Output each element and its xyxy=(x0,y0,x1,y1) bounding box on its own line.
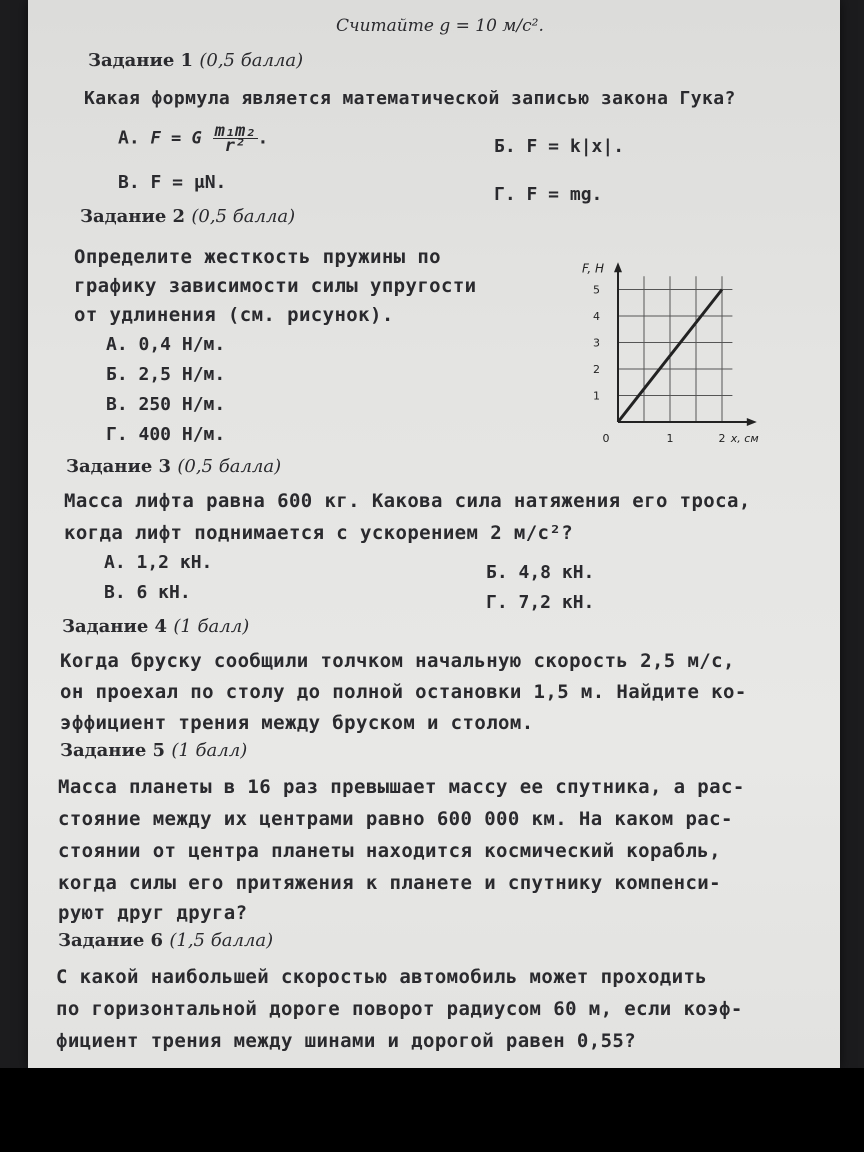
task-2-option-g: Г. 400 Н/м. xyxy=(106,424,226,445)
task-6-line-2: по горизонтальной дороге поворот радиусом 60 м, если коэф- xyxy=(56,998,743,1020)
task-3-option-b: Б. 4,8 кН. xyxy=(486,562,595,583)
y-axis-arrow xyxy=(614,262,622,272)
y-tick-label: 4 xyxy=(593,310,600,323)
task-6-line-1: С какой наибольшей скоростью автомобиль может проходить xyxy=(56,966,708,988)
task-1-question: Какая формула является математической записью закона Гука? xyxy=(84,88,736,109)
task-5-line-3: стоянии от центра планеты находится космический корабль, xyxy=(58,840,721,862)
screen-bottom-bar xyxy=(0,1068,864,1152)
task-4-line-1: Когда бруску сообщили толчком начальную скорость 2,5 м/с, xyxy=(60,650,735,672)
task-5-line-2: стояние между их центрами равно 600 000 км. На каком рас- xyxy=(58,808,733,830)
task-3-line-2: когда лифт поднимается с ускорением 2 м/с²? xyxy=(64,522,574,544)
task-4-line-2: он проехал по столу до полной остановки 1,5 м. Найдите ко- xyxy=(60,681,747,703)
task-5-line-5: руют друг друга? xyxy=(58,902,248,924)
task-4-heading: Задание 4 (1 балл) xyxy=(62,616,250,637)
task-2-option-a: А. 0,4 Н/м. xyxy=(106,334,226,355)
header-note: Считайте g = 10 м/с². xyxy=(336,16,544,36)
y-tick-label: 2 xyxy=(593,363,600,376)
x-axis-arrow xyxy=(747,418,757,426)
task-5-heading: Задание 5 (1 балл) xyxy=(60,740,248,761)
x-axis-label: x, см xyxy=(730,432,759,445)
task-3-option-g: Г. 7,2 кН. xyxy=(486,592,595,613)
force-extension-chart xyxy=(558,250,818,460)
y-tick-label: 5 xyxy=(593,283,600,297)
task-1-option-a: А. F = G $\frac{\text{m₁m₂}}{\text{r²}}$ . xyxy=(118,121,269,156)
task-3-option-a: А. 1,2 кН. xyxy=(104,552,213,573)
task-4-line-3: эффициент трения между бруском и столом. xyxy=(60,712,534,734)
x-tick-label: 2 xyxy=(718,432,726,445)
task-2-line-3: от удлинения (см. рисунок). xyxy=(74,304,394,326)
task-2-line-1: Определите жесткость пружины по xyxy=(74,246,442,268)
y-axis-label: F, Н xyxy=(582,261,605,276)
task-6-line-3: фициент трения между шинами и дорогой равен 0,55? xyxy=(56,1030,637,1052)
x-tick-label: 1 xyxy=(666,432,674,445)
y-tick-label: 1 xyxy=(593,389,600,403)
task-1-option-b: Б. F = k|x|. xyxy=(494,136,625,157)
task-3-option-v: В. 6 кН. xyxy=(104,582,191,603)
task-1-heading: Задание 1 (0,5 балла) xyxy=(88,50,304,71)
task-2-heading: Задание 2 (0,5 балла) xyxy=(80,206,296,227)
task-2-option-b: Б. 2,5 Н/м. xyxy=(106,364,226,385)
task-3-line-1: Масса лифта равна 600 кг. Какова сила натяжения его троса, xyxy=(64,490,751,512)
task-5-line-4: когда силы его притяжения к планете и спутнику компенси- xyxy=(58,872,721,894)
task-1-option-g: Г. F = mg. xyxy=(494,184,603,205)
task-2-line-2: графику зависимости силы упругости xyxy=(74,275,477,297)
task-3-heading: Задание 3 (0,5 балла) xyxy=(66,456,282,477)
task-2-option-v: В. 250 Н/м. xyxy=(106,394,226,415)
task-1-option-v: В. F = μN. xyxy=(118,172,227,193)
task-6-heading: Задание 6 (1,5 балла) xyxy=(58,930,274,951)
worksheet-page xyxy=(28,0,840,1068)
x-tick-label: 0 xyxy=(602,432,610,445)
task-5-line-1: Масса планеты в 16 раз превышает массу ее спутника, а рас- xyxy=(58,776,745,798)
y-tick-label: 3 xyxy=(593,336,600,350)
